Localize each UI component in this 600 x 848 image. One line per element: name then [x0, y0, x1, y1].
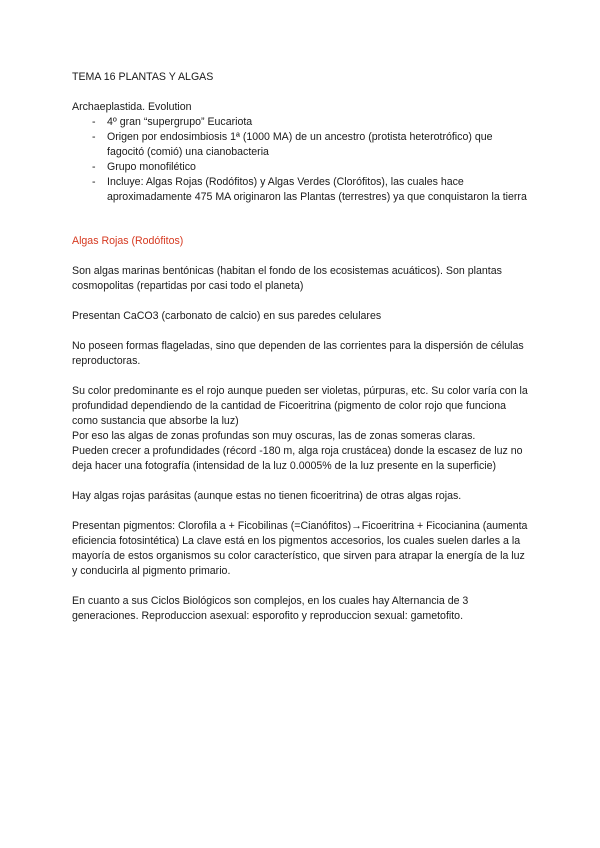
section-heading: Algas Rojas (Rodófitos) [72, 235, 184, 247]
list-item: - 4º gran “supergrupo” Eucariota [92, 115, 532, 130]
list-item: - Grupo monofilético [92, 160, 532, 175]
paragraph-cell-walls: Presentan CaCO3 (carbonato de calcio) en sus paredes celulares [72, 310, 382, 322]
paragraph-depth-color: Por eso las algas de zonas profundas son muy oscuras, las de zonas someras claras. [72, 430, 476, 442]
document-title: TEMA 16 PLANTAS Y ALGAS [72, 71, 214, 83]
document-body [72, 70, 532, 639]
list-item: - Incluye: Algas Rojas (Rodófitos) y Algas Verdes (Clorófitos), las cuales hace aproximadamente 475 MA originaron las Plantas (terrestres) ya que conquistaron la tierra [92, 175, 532, 205]
paragraph-depth-record: Pueden crecer a profundidades (récord -180 m, alga roja crustácea) donde la escasez de luz no deja hacer una fotografía (intensidad de la luz 0.0005% de la luz presente en la superficie) [72, 445, 523, 472]
list-item: - Origen por endosimbiosis 1ª (1000 MA) de un ancestro (protista heterotrófico) que fagocitó (comió) una cianobacteria [92, 130, 532, 160]
paragraph-pigments: Presentan pigmentos: Clorofila a + Ficobilinas (=Cianófitos)→Ficoeritrina + Ficocianina (aumenta eficiencia fotosintética) La clave está en los pigmentos accesorios, los cuales suelen darles a la mayoría de estos organismos su color característico, que sirven para atrapar la energía de la luz y conducirla al pigmento primario. [72, 520, 528, 577]
paragraph-color: Su color predominante es el rojo aunque pueden ser violetas, púrpuras, etc. Su color varía con la profundidad dependiendo de la cantidad de Ficoeritrina (pigmento de color rojo que funciona como sustancia que absorbe la luz) [72, 385, 528, 427]
subtitle: Archaeplastida. Evolution [72, 101, 192, 113]
paragraph-habitat: Son algas marinas bentónicas (habitan el fondo de los ecosistemas acuáticos). Son plantas cosmopolitas (repartidas por casi todo el planeta) [72, 265, 502, 292]
paragraph-dispersion: No poseen formas flageladas, sino que dependen de las corrientes para la dispersión de células reproductoras. [72, 340, 524, 367]
paragraph-life-cycles: En cuanto a sus Ciclos Biológicos son complejos, en los cuales hay Alternancia de 3 generaciones. Reproduccion asexual: esporofito y reproduccion sexual: gametofito. [72, 595, 469, 622]
paragraph-parasites: Hay algas rojas parásitas (aunque estas no tienen ficoeritrina) de otras algas rojas. [72, 490, 462, 502]
bullet-list [72, 115, 532, 205]
